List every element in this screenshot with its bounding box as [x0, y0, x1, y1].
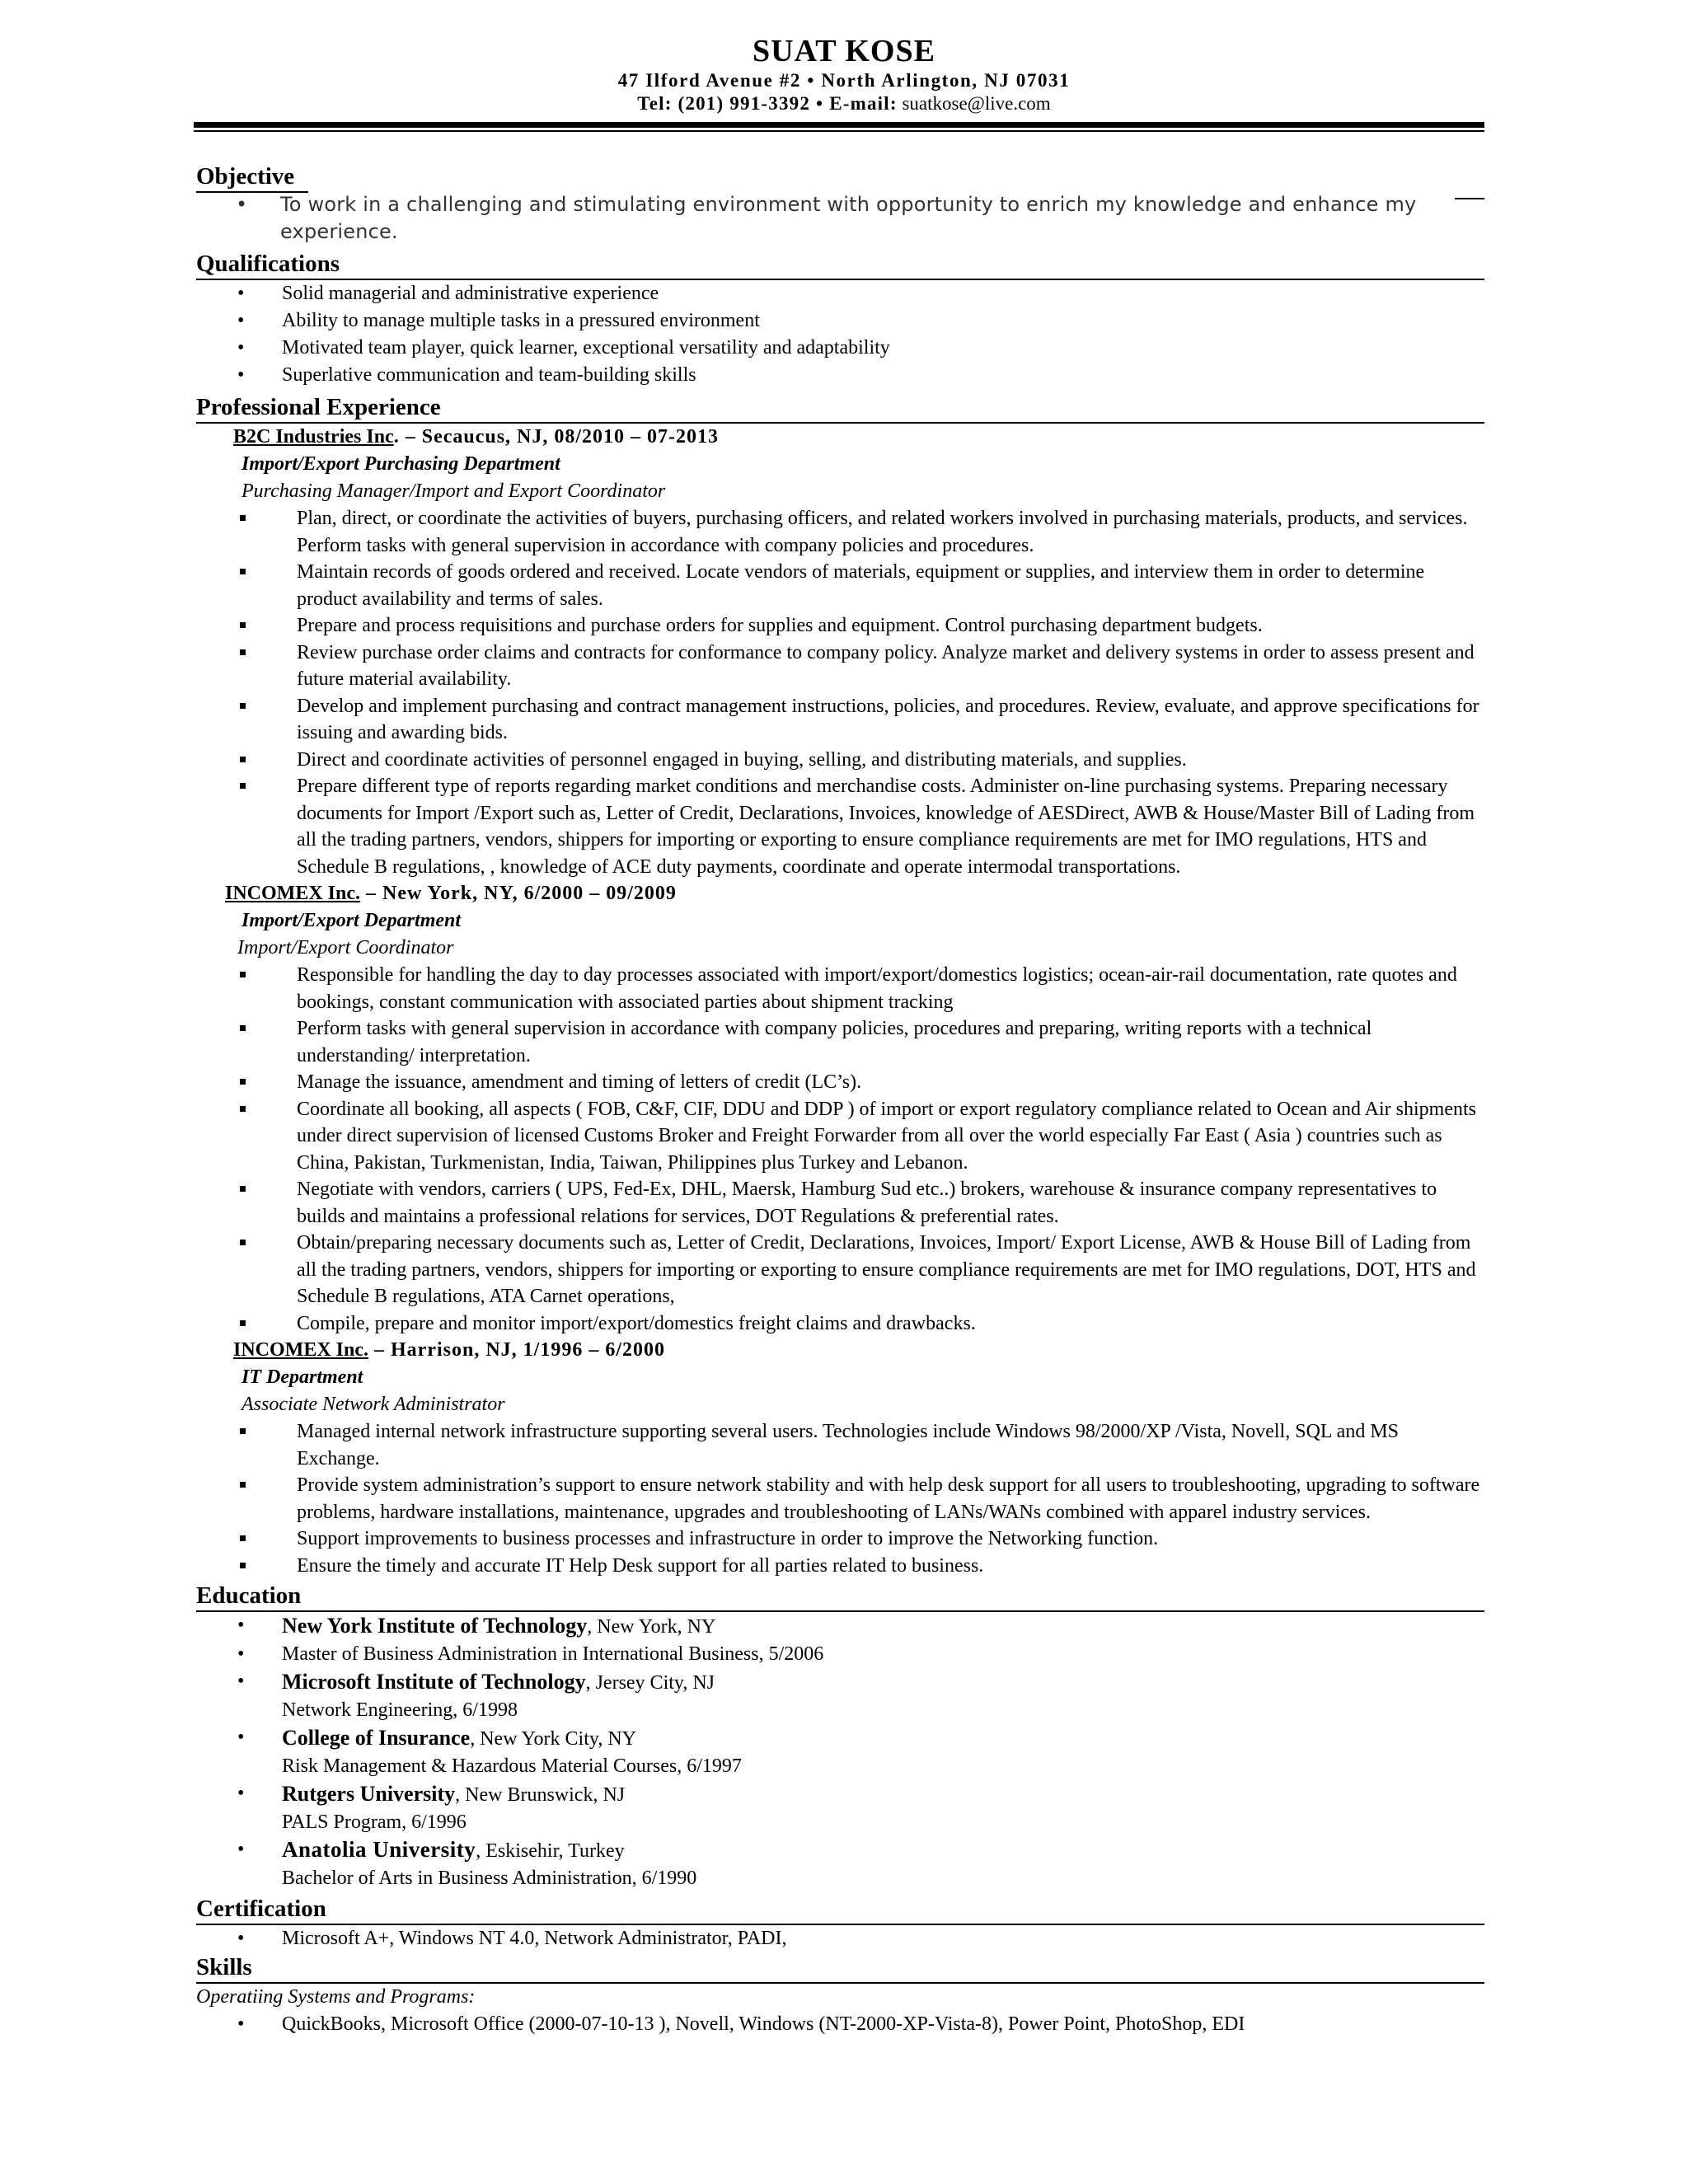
list-item: Support improvements to business processes and infrastructure in order to improve the Networking function. [196, 1526, 1484, 1553]
degree-detail: Network Engineering, 6/1998 [282, 1699, 518, 1721]
section-title-objective: Objective [196, 163, 295, 190]
section-title-experience: Professional Experience [196, 394, 441, 420]
skills-section [196, 1952, 1484, 2038]
job-role: Import/Export Coordinator [237, 937, 454, 958]
list-item: Compile, prepare and monitor import/export/domestics freight claims and drawbacks. [196, 1310, 1484, 1338]
job-location-dates: . – Secaucus, NJ, 08/2010 – 07-2013 [393, 426, 720, 448]
list-item: Maintain records of goods ordered and received. Locate vendors of materials, equipment or supplies, and interview them in order to determine product availability and terms of sales. [196, 559, 1484, 612]
list-item: Obtain/preparing necessary documents such as, Letter of Credit, Declarations, Invoices, Import/ Export License, AWB & House Bill of Lading from all the trading partners, vendors, shippers for importing or exporting to ensure compliance requirements are met for IMO regulations, DOT, HTS and Schedule B regulations, ATA Carnet operations, [196, 1230, 1484, 1310]
certification-list [196, 1925, 1484, 1952]
education-detail [196, 1753, 1484, 1780]
education-item [196, 1668, 1484, 1697]
list-item: Prepare and process requisitions and purchase orders for supplies and equipment. Control purchasing department budgets. [196, 612, 1484, 640]
school-name: Microsoft Institute of Technology [282, 1670, 586, 1694]
list-item: Review purchase order claims and contracts for conformance to company policy. Analyze market and delivery systems in order to assess present and future material availability. [196, 640, 1484, 693]
resume-body [0, 162, 1688, 2038]
education-item [196, 1612, 1484, 1641]
experience-section [196, 392, 1484, 1579]
degree-detail: Master of Business Administration in International Business, 5/2006 [282, 1643, 824, 1665]
list-item: • Superlative communication and team-building skills [196, 362, 1484, 389]
job-heading [233, 424, 1484, 451]
degree-detail: Risk Management & Hazardous Material Courses, 6/1997 [282, 1755, 742, 1777]
header-rule-thin [194, 130, 1484, 132]
list-item: Negotiate with vendors, carriers ( UPS, Fed-Ex, DHL, Maersk, Hamburg Sud etc..) brokers, warehouse & insurance company representatives to builds and maintains a professional relations for services, DOT Regulations & preferential rates. [196, 1176, 1484, 1230]
section-title-certification: Certification [196, 1896, 326, 1922]
education-item [196, 1724, 1484, 1753]
job-role: Purchasing Manager/Import and Export Coordinator [241, 480, 666, 502]
section-title-qualifications: Qualifications [196, 251, 340, 277]
degree-detail: Bachelor of Arts in Business Administration, 6/1990 [282, 1868, 697, 1889]
company-name: B2C Industries Inc [233, 426, 394, 448]
list-item: Direct and coordinate activities of personnel engaged in buying, selling, and distributing materials, and supplies. [196, 747, 1484, 774]
qualifications-section [196, 249, 1484, 389]
list-item: Ensure the timely and accurate IT Help Desk support for all parties related to business. [196, 1553, 1484, 1580]
list-item: Coordinate all booking, all aspects ( FOB, C&F, CIF, DDU and DDP ) of import or export regulatory compliance related to Ocean and Air shipments under direct supervision of licensed Customs Broker and Freight Forwarder from all over the world especially Far East ( Asia ) countries such as China, Pakistan, Turkmenistan, India, Taiwan, Philippines plus Turkey and Lebanon. [196, 1096, 1484, 1177]
school-name: College of Insurance [282, 1726, 471, 1750]
objective-list [195, 191, 1484, 246]
list-item: • Motivated team player, quick learner, exceptional versatility and adaptability [196, 335, 1484, 362]
candidate-address: 47 Ilford Avenue #2 • North Arlington, NJ 07031 [617, 70, 1071, 91]
education-item [196, 1780, 1484, 1809]
school-name: Rutgers University [282, 1782, 456, 1806]
list-item: Managed internal network infrastructure supporting several users. Technologies include Windows 98/2000/XP /Vista, Novell, SQL and MS Exchange. [196, 1418, 1484, 1472]
certification-section [196, 1894, 1484, 1952]
company-name: INCOMEX Inc. [225, 883, 361, 904]
school-location: , Jersey City, NJ [585, 1672, 715, 1694]
objective-section [196, 162, 1484, 246]
job-duties [196, 962, 1484, 1337]
education-list [196, 1612, 1484, 1892]
job-department: Import/Export Department [241, 910, 462, 931]
list-item: Responsible for handling the day to day processes associated with import/export/domestics logistics; ocean-air-rail documentation, rate quotes and bookings, constant communication with associated parties about shipment tracking [196, 962, 1484, 1015]
job-department: Import/Export Purchasing Department [241, 453, 560, 475]
list-item: Plan, direct, or coordinate the activities of buyers, purchasing officers, and related workers involved in purchasing materials, products, and services. Perform tasks with general supervision in accordance with company policies and procedures. [196, 505, 1484, 559]
job-department: IT Department [241, 1366, 363, 1388]
job-duties [196, 505, 1484, 880]
list-item: • Microsoft A+, Windows NT 4.0, Network Administrator, PADI, [196, 1925, 1484, 1952]
job-heading [225, 880, 1484, 907]
education-detail [196, 1697, 1484, 1724]
list-item: Manage the issuance, amendment and timing of letters of credit (LC’s). [196, 1069, 1484, 1096]
skills-list [196, 2011, 1484, 2038]
qualifications-list [196, 280, 1484, 389]
job-location-dates: – Harrison, NJ, 1/1996 – 6/2000 [368, 1339, 666, 1361]
education-item [196, 1836, 1484, 1865]
list-item: • QuickBooks, Microsoft Office (2000-07-10-13 ), Novell, Windows (NT-2000-XP-Vista-8), Power Point, PhotoShop, EDI [196, 2011, 1484, 2038]
job-entry [196, 1337, 1484, 1579]
list-item: • To work in a challenging and stimulating environment with opportunity to enrich my knowledge and enhance my experience. [195, 191, 1484, 246]
list-item: • Ability to manage multiple tasks in a pressured environment [196, 307, 1484, 335]
school-location: , New York City, NY [470, 1728, 636, 1750]
school-location: , New Brunswick, NJ [455, 1784, 626, 1806]
section-title-skills: Skills [196, 1954, 252, 1980]
education-detail [196, 1865, 1484, 1892]
job-heading [233, 1337, 1484, 1364]
job-entry [196, 880, 1484, 1337]
candidate-name: SUAT KOSE [753, 34, 935, 68]
list-item: Prepare different type of reports regarding market conditions and merchandise costs. Administer on-line purchasing systems. Preparing necessary documents for Import /Export such as, Letter of Credit, Declarations, Invoices, knowledge of AESDirect, AWB & House/Master Bill of Lading from all the trading partners, vendors, shippers for importing or exporting to ensure compliance requirements are met for IMO regulations, HTS and Schedule B regulations, , knowledge of ACE duty payments, coordinate and operate intermodal transportations. [196, 773, 1484, 880]
job-duties [196, 1418, 1484, 1579]
list-item: • Solid managerial and administrative experience [196, 280, 1484, 307]
education-item [196, 1641, 1484, 1668]
job-location-dates: – New York, NY, 6/2000 – 09/2009 [360, 883, 677, 904]
school-location: , New York, NY [587, 1616, 716, 1638]
school-name: New York Institute of Technology [282, 1614, 588, 1638]
candidate-contact [0, 92, 1688, 115]
job-role: Associate Network Administrator [241, 1394, 505, 1415]
list-item: Perform tasks with general supervision in accordance with company policies, procedures and preparing, writing reports with a technical understanding/ interpretation. [196, 1015, 1484, 1069]
education-section [196, 1581, 1484, 1892]
list-item: Provide system administration’s support to ensure network stability and with help desk support for all users to troubleshooting, upgrading to software problems, hardware installations, maintenance, upgrades and troubleshooting of LANs/WANs combined with apparel industry services. [196, 1472, 1484, 1526]
education-detail [196, 1809, 1484, 1836]
phone-label: Tel: (201) 991-3392 • E-mail: [637, 93, 898, 114]
resume-header [0, 33, 1688, 115]
list-item: Develop and implement purchasing and contract management instructions, policies, and procedures. Review, evaluate, and approve specifications for issuing and awarding bids. [196, 693, 1484, 747]
school-name: Anatolia University [282, 1837, 476, 1862]
skills-subtitle: Operatiing Systems and Programs: [196, 1986, 476, 2008]
section-title-education: Education [196, 1582, 302, 1609]
job-entry [196, 424, 1484, 880]
degree-detail: PALS Program, 6/1996 [282, 1811, 467, 1833]
email-link[interactable]: suatkose@live.com [902, 93, 1051, 114]
company-name: INCOMEX Inc. [233, 1339, 369, 1361]
school-location: , Eskisehir, Turkey [476, 1840, 625, 1862]
header-rule-thick [194, 122, 1484, 128]
